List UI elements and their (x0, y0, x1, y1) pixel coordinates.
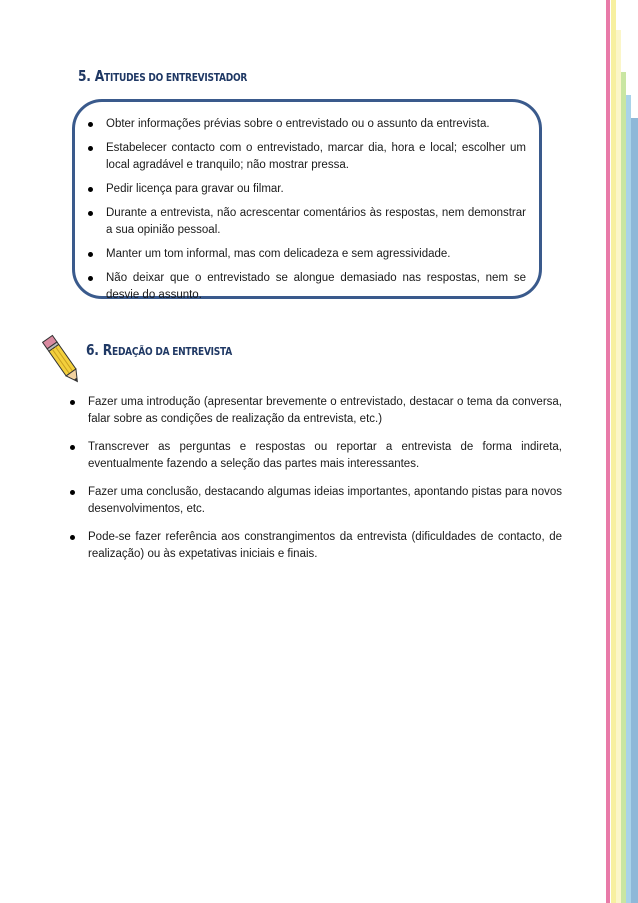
list-item: Pode-se fazer referência aos constrangimentos da entrevista (dificuldades de contacto, de realização) ou às expetativas iniciais e finais. (66, 529, 562, 563)
list-item: Pedir licença para gravar ou filmar. (84, 181, 526, 198)
section-6-heading: 6. REDAÇÃO DA ENTREVISTA (86, 341, 232, 359)
section-5-heading: 5. ATITUDES DO ENTREVISTADOR (78, 67, 248, 85)
list-item: Fazer uma conclusão, destacando algumas ideias importantes, apontando pistas para novos desenvolvimentos, etc. (66, 484, 562, 518)
writing-list (66, 394, 562, 574)
list-item: Não deixar que o entrevistado se alongue demasiado nas respostas, nem se desvie do assunto. (84, 270, 526, 304)
pencil-icon (42, 332, 84, 390)
list-item: Manter um tom informal, mas com delicadeza e sem agressividade. (84, 246, 526, 263)
list-item: Durante a entrevista, não acrescentar comentários às respostas, nem demonstrar a sua opinião pessoal. (84, 205, 526, 239)
list-item: Estabelecer contacto com o entrevistado, marcar dia, hora e local; escolher um local agradável e tranquilo; não mostrar pressa. (84, 140, 526, 174)
attitudes-list (84, 116, 526, 311)
list-item: Obter informações prévias sobre o entrevistado ou o assunto da entrevista. (84, 116, 526, 133)
list-item: Fazer uma introdução (apresentar brevemente o entrevistado, destacar o tema da conversa, falar sobre as condições de realização da entrevista, etc.) (66, 394, 562, 428)
decorative-stripes (594, 0, 638, 903)
list-item: Transcrever as perguntas e respostas ou reportar a entrevista de forma indireta, eventualmente fazendo a seleção das partes mais interessantes. (66, 439, 562, 473)
